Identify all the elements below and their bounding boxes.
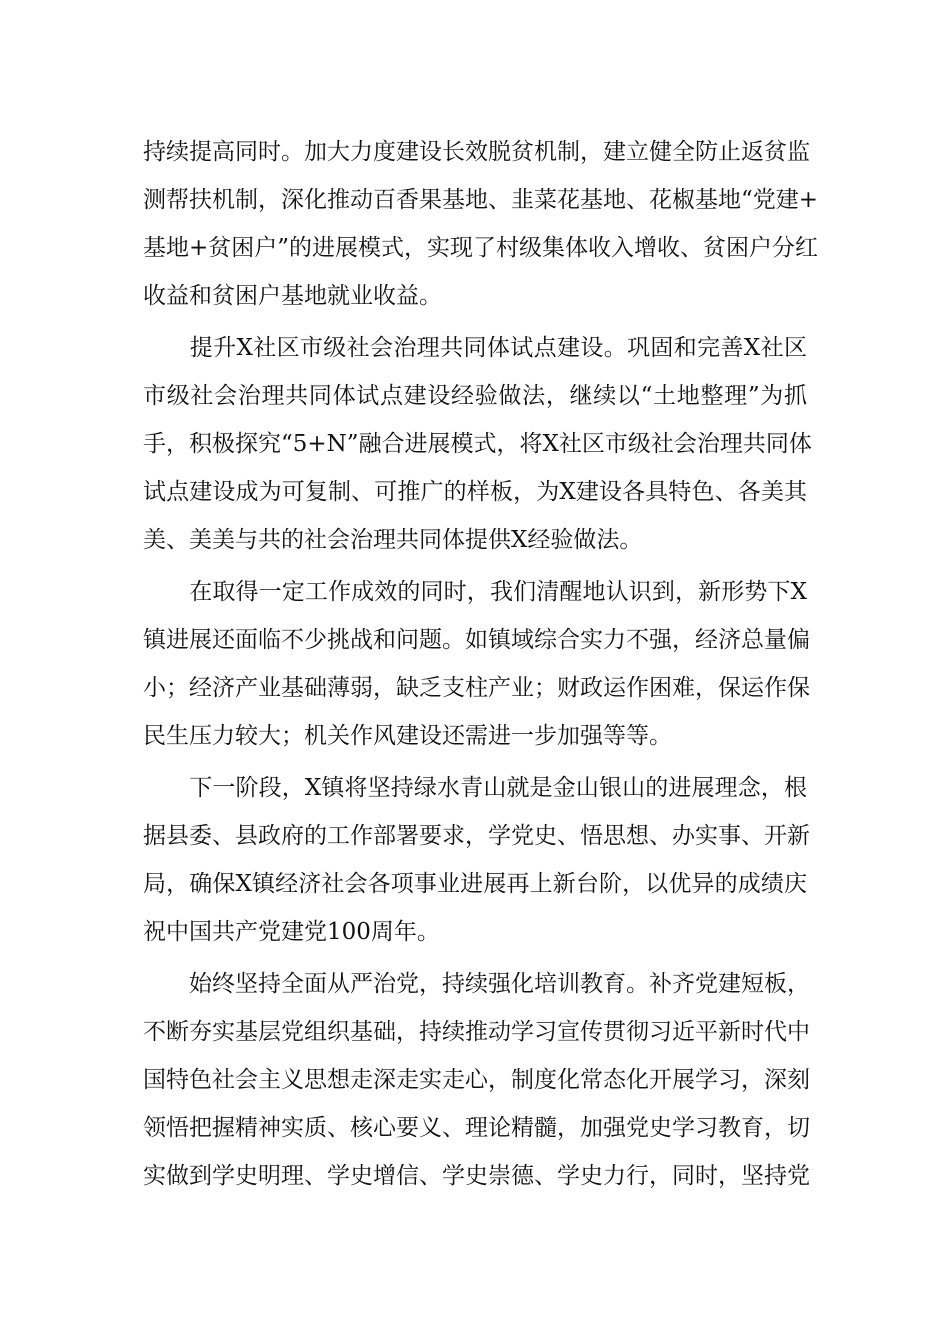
paragraph-4 xyxy=(143,764,810,956)
text-line: 始终坚持全面从严治党，持续强化培训教育。补齐党建短板， xyxy=(143,971,810,997)
text-line: 小；经济产业基础薄弱，缺乏支柱产业；财政运作困难，保运作保 xyxy=(143,675,810,701)
text-line: 祝中国共产党建党100周年。 xyxy=(143,919,440,945)
document-body xyxy=(143,128,819,1204)
text-line: 下一阶段，X镇将坚持绿水青山就是金山银山的进展理念，根 xyxy=(143,775,807,801)
text-line: 基地+贫困户”的进展模式，实现了村级集体收入增收、贫困户分红 xyxy=(143,235,819,261)
text-line: 民生压力较大；机关作风建设还需进一步加强等等。 xyxy=(143,723,672,749)
text-line: 美、美美与共的社会治理共同体提供X经验做法。 xyxy=(143,527,643,553)
paragraph-2 xyxy=(143,324,812,564)
text-line: 国特色社会主义思想走深走实走心，制度化常态化开展学习，深刻 xyxy=(143,1067,810,1093)
text-line: 手，积极探究“5+N”融合进展模式，将X社区市级社会治理共同体 xyxy=(143,431,812,457)
text-line: 不断夯实基层党组织基础，持续推动学习宣传贯彻习近平新时代中 xyxy=(143,1019,810,1045)
paragraph-3 xyxy=(143,568,810,760)
text-line: 持续提高同时。加大力度建设长效脱贫机制，建立健全防止返贫监 xyxy=(143,139,810,165)
text-line: 局，确保X镇经济社会各项事业进展再上新台阶，以优异的成绩庆 xyxy=(143,871,807,897)
paragraph-5 xyxy=(143,960,810,1200)
text-line: 测帮扶机制，深化推动百香果基地、韭菜花基地、花椒基地“党建+ xyxy=(143,187,819,213)
text-line: 镇进展还面临不少挑战和问题。如镇域综合实力不强，经济总量偏 xyxy=(143,627,810,653)
text-line: 据县委、县政府的工作部署要求，学党史、悟思想、办实事、开新 xyxy=(143,823,810,849)
text-line: 试点建设成为可复制、可推广的样板，为X建设各具特色、各美其 xyxy=(143,479,807,505)
text-line: 领悟把握精神实质、核心要义、理论精髓，加强党史学习教育，切 xyxy=(143,1115,810,1141)
text-line: 在取得一定工作成效的同时，我们清醒地认识到，新形势下X xyxy=(143,579,807,605)
paragraph-1 xyxy=(143,128,819,320)
text-line: 提升X社区市级社会治理共同体试点建设。巩固和完善X社区 xyxy=(143,335,807,361)
text-line: 收益和贫困户基地就业收益。 xyxy=(143,283,442,309)
text-line: 实做到学史明理、学史增信、学史崇德、学史力行，同时，坚持党 xyxy=(143,1163,810,1189)
text-line: 市级社会治理共同体试点建设经验做法，继续以“土地整理”为抓 xyxy=(143,383,807,409)
